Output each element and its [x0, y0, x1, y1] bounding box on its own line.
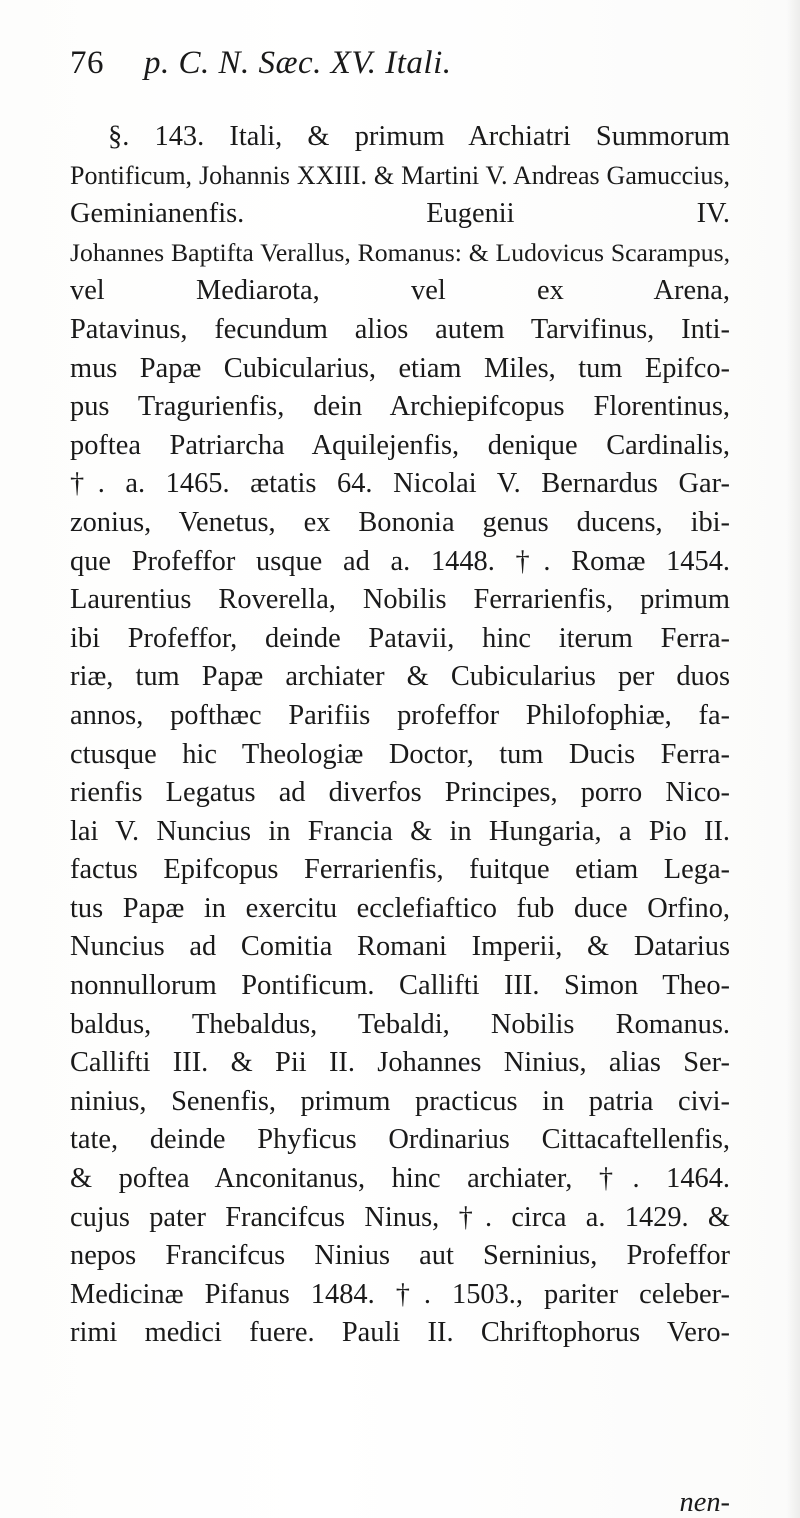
- text-line: Nuncius ad Comitia Romani Imperii, & Datarius: [70, 931, 730, 963]
- text-line: riæ, tum Papæ archiater & Cubicularius per duos: [70, 661, 730, 693]
- text-line: vel Mediarota, vel ex Arena,: [70, 275, 730, 307]
- text-line: poftea Patriarcha Aquilejenfis, denique Cardinalis,: [70, 429, 730, 461]
- text-line: lai V. Nuncius in Francia & in Hungaria, a Pio II.: [70, 815, 730, 847]
- text-line: factus Epifcopus Ferrarienfis, fuitque etiam Lega-: [70, 854, 730, 886]
- text-line: nonnullorum Pontificum. Callifti III. Simon Theo-: [70, 970, 730, 1002]
- text-line: zonius, Venetus, ex Bononia genus ducens, ibi-: [70, 506, 730, 538]
- text-line: Medicinæ Pifanus 1484. †. 1503., pariter celeber-: [70, 1278, 730, 1310]
- page-edge-shadow: [786, 0, 800, 1518]
- text-line: Callifti III. & Pii II. Johannes Ninius, alias Ser-: [70, 1047, 730, 1079]
- text-line: annos, pofthæc Parifiis profeffor Philofophiæ, fa-: [70, 699, 730, 731]
- text-line: §. 143. Itali, & primum Archiatri Summorum: [108, 121, 730, 152]
- body-text: [70, 118, 730, 1353]
- text-line: Johannes Baptifta Verallus, Romanus: & Ludovicus Scarampus,: [70, 237, 730, 267]
- text-line: pus Tragurienfis, dein Archiepifcopus Florentinus,: [70, 391, 730, 423]
- text-line: Geminianenfis. Eugenii IV.: [70, 198, 730, 230]
- text-line: ctusque hic Theologiæ Doctor, tum Ducis Ferra-: [70, 738, 730, 770]
- text-line: rienfis Legatus ad diverfos Principes, porro Nico-: [70, 777, 730, 809]
- text-line: ibi Profeffor, deinde Patavii, hinc iterum Ferra-: [70, 622, 730, 654]
- text-line: †. a. 1465. ætatis 64. Nicolai V. Bernardus Gar-: [70, 468, 730, 500]
- text-line: Patavinus, fecundum alios autem Tarvifinus, Inti-: [70, 313, 730, 345]
- catchword: nen-: [679, 1487, 730, 1518]
- text-line: ninius, Senenfis, primum practicus in patria civi-: [70, 1085, 730, 1117]
- text-line: baldus, Thebaldus, Tebaldi, Nobilis Romanus.: [70, 1008, 730, 1040]
- text-line: mus Papæ Cubicularius, etiam Miles, tum Epifco-: [70, 352, 730, 384]
- text-line: que Profeffor usque ad a. 1448. †. Romæ 1454.: [70, 545, 730, 577]
- text-line: & poftea Anconitanus, hinc archiater, †. 1464.: [70, 1163, 730, 1195]
- text-line: Laurentius Roverella, Nobilis Ferrarienfis, primum: [70, 584, 730, 616]
- running-title: p. C. N. Sæc. XV. Itali.: [144, 45, 452, 81]
- running-head: [70, 38, 730, 88]
- text-line: tate, deinde Phyficus Ordinarius Cittacaftellenfis,: [70, 1124, 730, 1156]
- text-line: nepos Francifcus Ninius aut Serninius, Profeffor: [70, 1240, 730, 1272]
- text-line: rimi medici fuere. Pauli II. Chriftophorus Vero-: [70, 1317, 730, 1349]
- text-line: cujus pater Francifcus Ninus, †. circa a. 1429. &: [70, 1201, 730, 1233]
- text-line: tus Papæ in exercitu ecclefiaftico fub duce Orfino,: [70, 892, 730, 924]
- text-line: Pontificum, Johannis XXIII. & Martini V. Andreas Gamuccius,: [70, 160, 730, 190]
- page-number: 76: [70, 45, 104, 81]
